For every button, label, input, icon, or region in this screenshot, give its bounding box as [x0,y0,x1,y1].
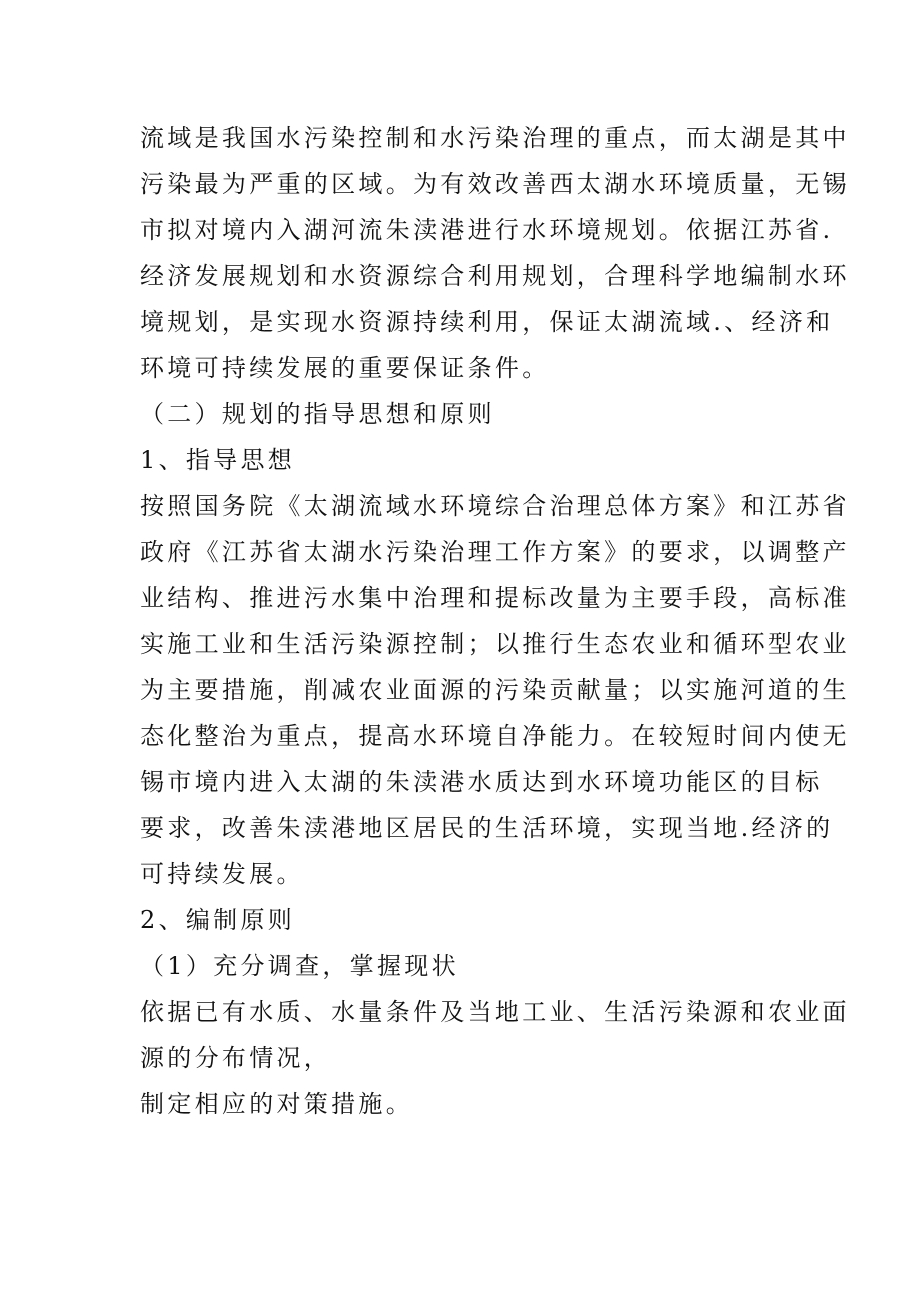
subsection-heading: 1、指导思想 [140,446,296,474]
text-line: 为主要措施，削减农业面源的污染贡献量；以实施河道的生 [140,676,850,704]
text-line: 污染最为严重的区域。为有效改善西太湖水环境质量，无锡 [140,170,850,198]
text-line: 态化整治为重点，提高水环境自净能力。在较短时间内使无 [140,722,850,750]
text-line: 业结构、推进污水集中治理和提标改量为主要手段，高标准 [140,584,850,612]
section-heading: （二）规划的指导思想和原则 [140,400,495,428]
text-line: 政府《江苏省太湖水污染治理工作方案》的要求，以调整产 [140,538,850,566]
item-heading: （1）充分调查，掌握现状 [140,952,459,980]
document-page [140,115,850,1127]
text-line: 环境可持续发展的重要保证条件。 [140,354,550,382]
text-line: 按照国务院《太湖流域水环境综合治理总体方案》和江苏省 [140,492,850,520]
text-line: 经济发展规划和水资源综合利用规划，合理科学地编制水环 [140,262,850,290]
text-line: 流域是我国水污染控制和水污染治理的重点，而太湖是其中 [140,124,850,152]
text-line: 制定相应的对策措施。 [140,1090,413,1118]
text-line: 锡市境内进入太湖的朱渎港水质达到水环境功能区的目标 [140,768,823,796]
text-line: 依据已有水质、水量条件及当地工业、生活污染源和农业面 [140,998,850,1026]
subsection-heading: 2、编制原则 [140,906,296,934]
text-line: 源的分布情况， [140,1044,332,1072]
text-line: 实施工业和生活污染源控制；以推行生态农业和循环型农业 [140,630,850,658]
text-line: 可持续发展。 [140,860,304,888]
text-line: 境规划，是实现水资源持续利用，保证太湖流域.、经济和 [140,308,834,336]
text-line: 要求，改善朱渎港地区居民的生活环境，实现当地.经济的 [140,814,834,842]
text-line: 市拟对境内入湖河流朱渎港进行水环境规划。依据江苏省. [140,216,834,244]
